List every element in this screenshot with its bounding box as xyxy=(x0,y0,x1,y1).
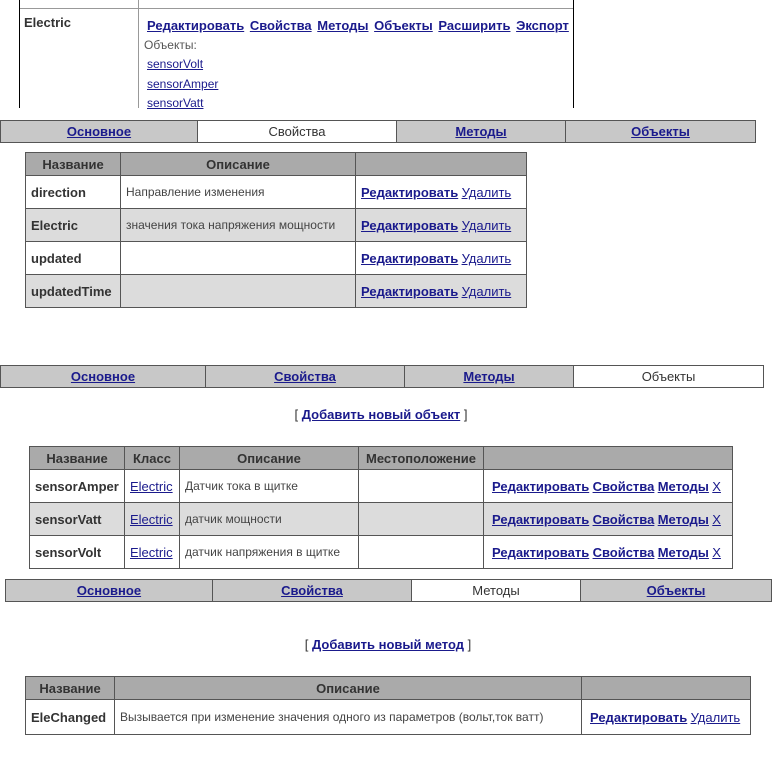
column-header: Название xyxy=(26,153,121,176)
object-location xyxy=(359,503,484,536)
object-location xyxy=(359,470,484,503)
tab-objects[interactable] xyxy=(581,580,771,601)
properties-link[interactable]: Свойства xyxy=(592,511,655,527)
properties-link[interactable]: Свойства xyxy=(592,544,655,560)
table-row xyxy=(26,242,527,275)
column-header xyxy=(484,447,733,470)
bracket: [ xyxy=(304,637,309,652)
object-location xyxy=(359,536,484,569)
table-row xyxy=(26,275,527,308)
column-header xyxy=(356,153,527,176)
tab-main-link[interactable]: Основное xyxy=(66,124,132,139)
delete-link[interactable]: Удалить xyxy=(461,217,512,233)
add-object-link[interactable]: Добавить новый объект xyxy=(301,407,461,422)
bracket: ] xyxy=(467,637,472,652)
object-description: датчик мощности xyxy=(180,503,359,536)
column-header: Местоположение xyxy=(359,447,484,470)
properties-link[interactable]: Свойства xyxy=(592,478,655,494)
divider xyxy=(138,8,573,9)
object-description: датчик напряжения в щитке xyxy=(180,536,359,569)
divider xyxy=(138,0,139,108)
tab-objects[interactable]: Объекты xyxy=(574,366,763,387)
delete-x-link[interactable]: X xyxy=(712,511,721,527)
edit-link[interactable]: Редактировать xyxy=(492,478,590,494)
object-link-sensorvolt[interactable]: sensorVolt xyxy=(147,57,204,71)
column-header xyxy=(582,677,751,700)
property-description: значения тока напряжения мощности xyxy=(121,209,356,242)
delete-link[interactable]: Удалить xyxy=(461,250,512,266)
property-description xyxy=(121,275,356,308)
class-link[interactable]: Electric xyxy=(130,544,173,560)
table-row xyxy=(30,503,733,536)
edit-link[interactable]: Редактировать xyxy=(361,250,459,266)
class-row-fragment xyxy=(19,0,574,108)
object-name: sensorVolt xyxy=(30,536,125,569)
methods-link[interactable]: Методы xyxy=(657,544,709,560)
tab-objects-link[interactable]: Объекты xyxy=(631,124,690,139)
column-header: Описание xyxy=(121,153,356,176)
add-method-row xyxy=(0,637,776,652)
column-header: Описание xyxy=(115,677,582,700)
properties-link[interactable]: Свойства xyxy=(249,18,312,33)
property-name: updatedTime xyxy=(26,275,121,308)
tab-bar-objects xyxy=(0,365,764,388)
class-name: Electric xyxy=(24,15,71,30)
edit-link[interactable]: Редактировать xyxy=(590,709,688,725)
methods-link[interactable]: Методы xyxy=(657,478,709,494)
tab-properties-link[interactable]: Свойства xyxy=(281,583,343,598)
delete-link[interactable]: Удалить xyxy=(461,184,512,200)
tab-main[interactable] xyxy=(6,580,213,601)
table-row xyxy=(30,536,733,569)
property-name: Electric xyxy=(26,209,121,242)
object-name: sensorAmper xyxy=(30,470,125,503)
tab-properties-link[interactable]: Свойства xyxy=(274,369,336,384)
bracket: [ xyxy=(294,407,299,422)
class-link[interactable]: Electric xyxy=(130,478,173,494)
tab-main-link[interactable]: Основное xyxy=(76,583,142,598)
tab-bar-properties xyxy=(0,120,756,143)
edit-link[interactable]: Редактировать xyxy=(147,18,245,33)
properties-table xyxy=(25,152,527,308)
tab-methods[interactable]: Методы xyxy=(412,580,581,601)
objects-label: Объекты: xyxy=(144,38,197,52)
tab-methods-link[interactable]: Методы xyxy=(455,124,507,139)
add-method-link[interactable]: Добавить новый метод xyxy=(312,637,464,652)
methods-table xyxy=(25,676,751,735)
tab-main[interactable] xyxy=(1,366,206,387)
delete-x-link[interactable]: X xyxy=(712,478,721,494)
delete-x-link[interactable]: X xyxy=(712,544,721,560)
tab-main-link[interactable]: Основное xyxy=(70,369,136,384)
object-link-sensoramper[interactable]: sensorAmper xyxy=(147,77,219,91)
divider xyxy=(20,8,138,9)
object-link-sensorvatt[interactable]: sensorVatt xyxy=(147,96,204,110)
tab-main[interactable] xyxy=(1,121,198,142)
methods-link[interactable]: Методы xyxy=(317,18,369,33)
property-name: updated xyxy=(26,242,121,275)
edit-link[interactable]: Редактировать xyxy=(361,184,459,200)
property-description xyxy=(121,242,356,275)
export-link[interactable]: Экспорт xyxy=(516,18,569,33)
edit-link[interactable]: Редактировать xyxy=(492,511,590,527)
method-description: Вызывается при изменение значения одного из параметров (вольт,ток ватт) xyxy=(115,700,582,735)
property-name: direction xyxy=(26,176,121,209)
methods-link[interactable]: Методы xyxy=(657,511,709,527)
add-object-row xyxy=(0,407,762,422)
table-row xyxy=(26,209,527,242)
tab-methods[interactable] xyxy=(405,366,574,387)
tab-properties[interactable] xyxy=(213,580,412,601)
object-name: sensorVatt xyxy=(30,503,125,536)
objects-table xyxy=(29,446,733,569)
column-header: Класс xyxy=(125,447,180,470)
class-link[interactable]: Electric xyxy=(130,511,173,527)
table-row xyxy=(30,470,733,503)
table-row xyxy=(26,700,751,735)
edit-link[interactable]: Редактировать xyxy=(361,217,459,233)
tab-properties[interactable]: Свойства xyxy=(198,121,397,142)
delete-link[interactable]: Удалить xyxy=(461,283,512,299)
extend-link[interactable]: Расширить xyxy=(438,18,511,33)
column-header: Название xyxy=(26,677,115,700)
tab-methods-link[interactable]: Методы xyxy=(463,369,515,384)
bracket: ] xyxy=(463,407,468,422)
edit-link[interactable]: Редактировать xyxy=(492,544,590,560)
delete-link[interactable]: Удалить xyxy=(690,709,741,725)
class-actions xyxy=(147,18,571,33)
object-description: Датчик тока в щитке xyxy=(180,470,359,503)
property-description: Направление изменения xyxy=(121,176,356,209)
tab-methods[interactable] xyxy=(397,121,566,142)
method-name: EleChanged xyxy=(26,700,115,735)
tab-objects-link[interactable]: Объекты xyxy=(646,583,706,598)
objects-link[interactable]: Объекты xyxy=(374,18,433,33)
tab-bar-methods xyxy=(5,579,772,602)
column-header: Название xyxy=(30,447,125,470)
tab-properties[interactable] xyxy=(206,366,405,387)
tab-objects[interactable] xyxy=(566,121,755,142)
edit-link[interactable]: Редактировать xyxy=(361,283,459,299)
column-header: Описание xyxy=(180,447,359,470)
table-row xyxy=(26,176,527,209)
